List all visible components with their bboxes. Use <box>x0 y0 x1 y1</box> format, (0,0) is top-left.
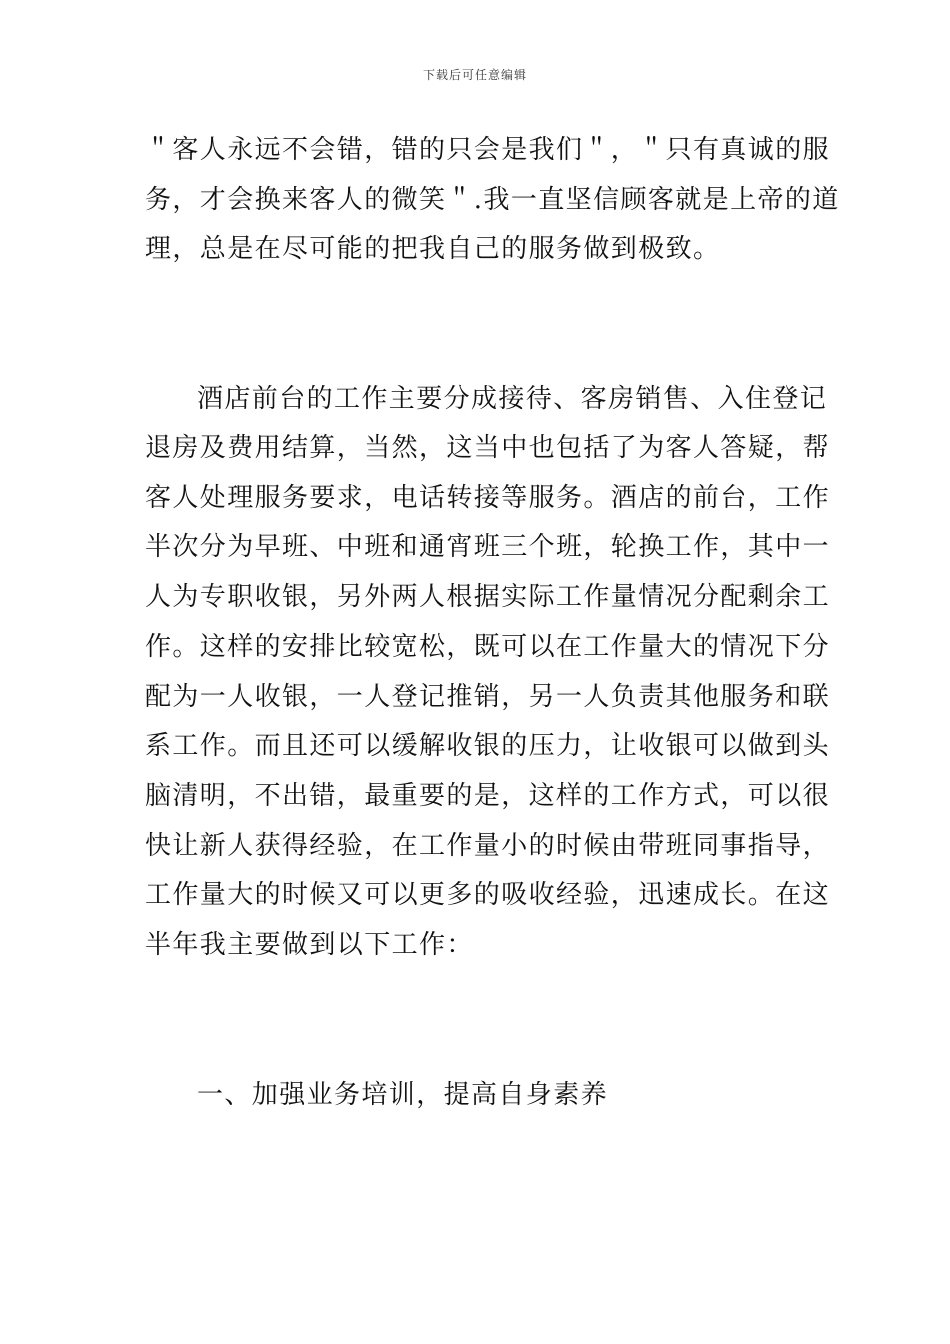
paragraph-2-line-4: 半次分为早班、中班和通宵班三个班，轮换工作，其中一 <box>145 532 831 562</box>
header-note: 下载后可任意编辑 <box>422 68 527 82</box>
paragraph-2-line-6: 作。这样的安排比较宽松，既可以在工作量大的情况下分 <box>145 632 831 662</box>
paragraph-2-line-5: 人为专职收银，另外两人根据实际工作量情况分配剩余工 <box>145 582 831 612</box>
paragraph-2-line-7: 配为一人收银，一人登记推销，另一人负责其他服务和联 <box>145 682 831 712</box>
paragraph-2-line-2: 退房及费用结算，当然，这当中也包括了为客人答疑，帮 <box>145 433 831 463</box>
paragraph-2-line-1: 酒店前台的工作主要分成接待、客房销售、入住登记 <box>197 384 828 414</box>
paragraph-2-line-12: 半年我主要做到以下工作： <box>145 930 474 960</box>
section-heading: 一、加强业务培训，提高自身素养 <box>197 1080 609 1110</box>
paragraph-2-line-11: 工作量大的时候又可以更多的吸收经验，迅速成长。在这 <box>145 880 831 910</box>
paragraph-2-line-3: 客人处理服务要求，电话转接等服务。酒店的前台，工作 <box>145 483 831 513</box>
paragraph-2-line-10: 快让新人获得经验，在工作量小的时候由带班同事指导， <box>145 831 831 861</box>
paragraph-1-line-1: ＂客人永远不会错，错的只会是我们＂，＂只有真诚的服 <box>145 135 831 165</box>
paragraph-2-line-8: 系工作。而且还可以缓解收银的压力，让收银可以做到头 <box>145 731 831 761</box>
paragraph-1-line-3: 理，总是在尽可能的把我自己的服务做到极致。 <box>145 234 721 264</box>
paragraph-1-line-2: 务，才会换来客人的微笑＂.我一直坚信顾客就是上帝的道 <box>145 185 840 215</box>
paragraph-2-line-9: 脑清明，不出错，最重要的是，这样的工作方式，可以很 <box>145 781 831 811</box>
